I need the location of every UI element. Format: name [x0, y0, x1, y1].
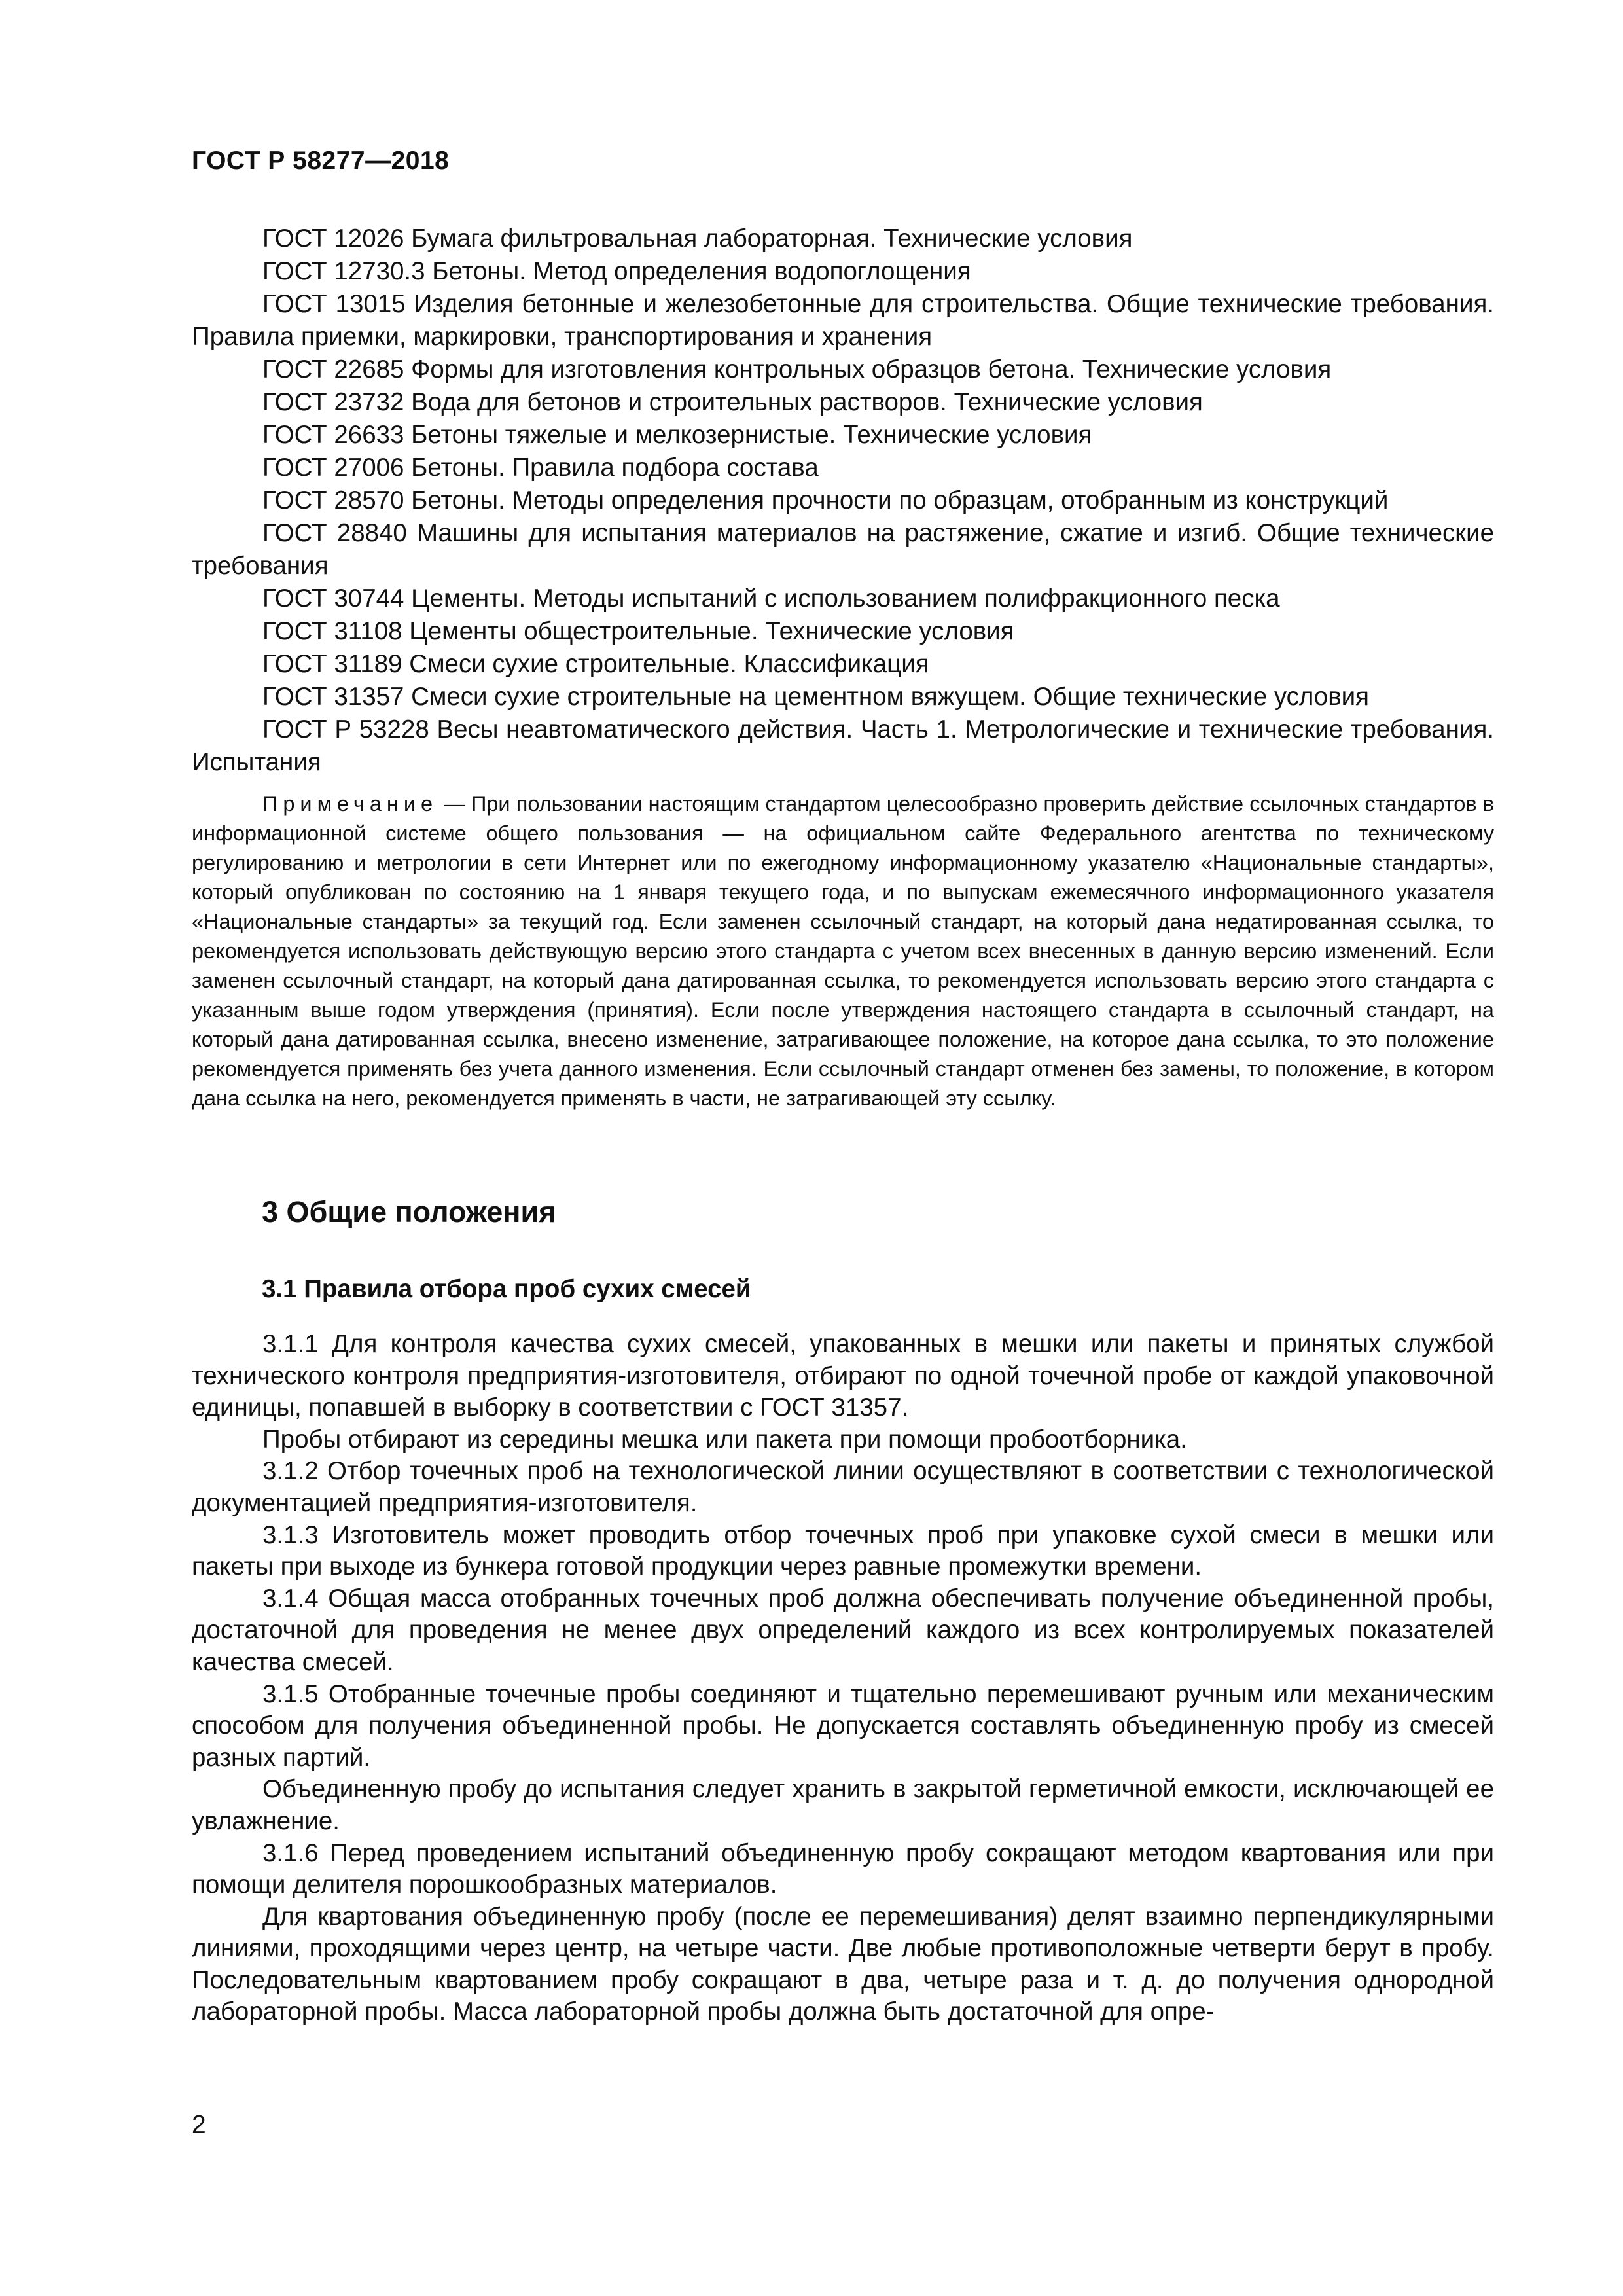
reference-item: ГОСТ 28840 Машины для испытания материалов на растяжение, сжатие и изгиб. Общие технические требования	[192, 519, 1494, 580]
normative-references-list	[192, 223, 1494, 779]
reference-item: ГОСТ 27006 Бетоны. Правила подбора состава	[262, 454, 819, 482]
reference-item: ГОСТ 26633 Бетоны тяжелые и мелкозернистые. Технические условия	[262, 421, 1092, 449]
body-paragraph: 3.1.4 Общая масса отобранных точечных проб должна обеспечивать получение объединенной пробы, достаточной для проведения не менее двух определений каждого из всех контролируемых показателей качества смесей.	[192, 1584, 1494, 1676]
note-label: Примечание	[262, 792, 438, 816]
reference-item: ГОСТ 23732 Вода для бетонов и строительных растворов. Технические условия	[262, 388, 1203, 416]
reference-item: ГОСТ 31189 Смеси сухие строительные. Классификация	[262, 650, 929, 678]
body-paragraph: 3.1.2 Отбор точечных проб на технологической линии осуществляют в соответствии с технологической документацией предприятия-изготовителя.	[192, 1457, 1494, 1517]
body-paragraph: 3.1.5 Отобранные точечные пробы соединяют и тщательно перемешивают ручным или механическим способом для получения объединенной пробы. Не допускается составлять объединенную пробу из смесей разных партий.	[192, 1679, 1494, 1772]
reference-item: ГОСТ 28570 Бетоны. Методы определения прочности по образцам, отобранным из конструкций	[262, 486, 1389, 514]
reference-item: ГОСТ 12026 Бумага фильтровальная лабораторная. Технические условия	[262, 224, 1133, 253]
note-paragraph	[192, 789, 1494, 1113]
reference-item: ГОСТ 12730.3 Бетоны. Метод определения водопоглощения	[262, 257, 971, 285]
body-paragraph: Пробы отбирают из середины мешка или пакета при помощи пробоотборника.	[262, 1425, 1187, 1454]
section-title: 3 Общие положения	[262, 1195, 556, 1229]
body-paragraph: 3.1.6 Перед проведением испытаний объединенную пробу сокращают методом квартования или при помощи делителя порошкообразных материалов.	[192, 1839, 1494, 1899]
body-paragraph: Для квартования объединенную пробу (после ее перемешивания) делят взаимно перпендикулярными линиями, проходящими через центр, на четыре части. Две любые противоположные четверти берут в пробу. Последовательным квартованием пробу сокращают в два, четыре раза и т. д. до получения однородной лабораторной пробы. Масса лабораторной пробы должна быть достаточной для опре-	[192, 1902, 1494, 2026]
body-paragraph: Объединенную пробу до испытания следует хранить в закрытой герметичной емкости, исключающей ее увлажнение.	[192, 1775, 1494, 1835]
reference-item: ГОСТ 31357 Смеси сухие строительные на цементном вяжущем. Общие технические условия	[262, 683, 1370, 711]
section-body	[192, 1329, 1494, 2028]
page-number: 2	[192, 2111, 206, 2139]
reference-item: ГОСТ 30744 Цементы. Методы испытаний с использованием полифракционного песка	[262, 584, 1280, 613]
reference-item: ГОСТ 22685 Формы для изготовления контрольных образцов бетона. Технические условия	[262, 355, 1332, 384]
document-header-code: ГОСТ Р 58277—2018	[192, 147, 450, 175]
reference-item: ГОСТ 13015 Изделия бетонные и железобетонные для строительства. Общие технические требования. Правила приемки, маркировки, транспортирования и хранения	[192, 290, 1494, 351]
body-paragraph: 3.1.1 Для контроля качества сухих смесей, упакованных в мешки или пакеты и принятых службой технического контроля предприятия-изготовителя, отбирают по одной точечной пробе от каждой упаковочной единицы, попавшей в выборку в соответствии с ГОСТ 31357.	[192, 1330, 1494, 1422]
reference-item: ГОСТ 31108 Цементы общестроительные. Технические условия	[262, 617, 1014, 645]
body-paragraph: 3.1.3 Изготовитель может проводить отбор точечных проб при упаковке сухой смеси в мешки или пакеты при выходе из бункера готовой продукции через равные промежутки времени.	[192, 1520, 1494, 1581]
note-text: — При пользовании настоящим стандартом целесообразно проверить действие ссылочных стандартов в информационной системе общего пользования — на официальном сайте Федерального агентства по техническому регулированию и метрологии в сети Интернет или по ежегодному информационному указателю «Национальные стандарты», который опубликован по состоянию на 1 января текущего года, и по выпускам ежемесячного информационного указателя «Национальные стандарты» за текущий год. Если заменен ссылочный стандарт, на который дана недатированная ссылка, то рекомендуется использовать действующую версию этого стандарта с учетом всех внесенных в данную версию изменений. Если заменен ссылочный стандарт, на который дана датированная ссылка, то рекомендуется использовать версию этого стандарта с указанным выше годом утверждения (принятия). Если после утверждения настоящего стандарта в ссылочный стандарт, на который дана датированная ссылка, внесено изменение, затрагивающее положение, на которое дана ссылка, то это положение рекомендуется применять без учета данного изменения. Если ссылочный стандарт отменен без замены, то положение, в котором дана ссылка на него, рекомендуется применять в части, не затрагивающей эту ссылку.	[192, 792, 1494, 1110]
subsection-title: 3.1 Правила отбора проб сухих смесей	[262, 1275, 751, 1303]
reference-item: ГОСТ Р 53228 Весы неавтоматического действия. Часть 1. Метрологические и технические требования. Испытания	[192, 715, 1494, 776]
